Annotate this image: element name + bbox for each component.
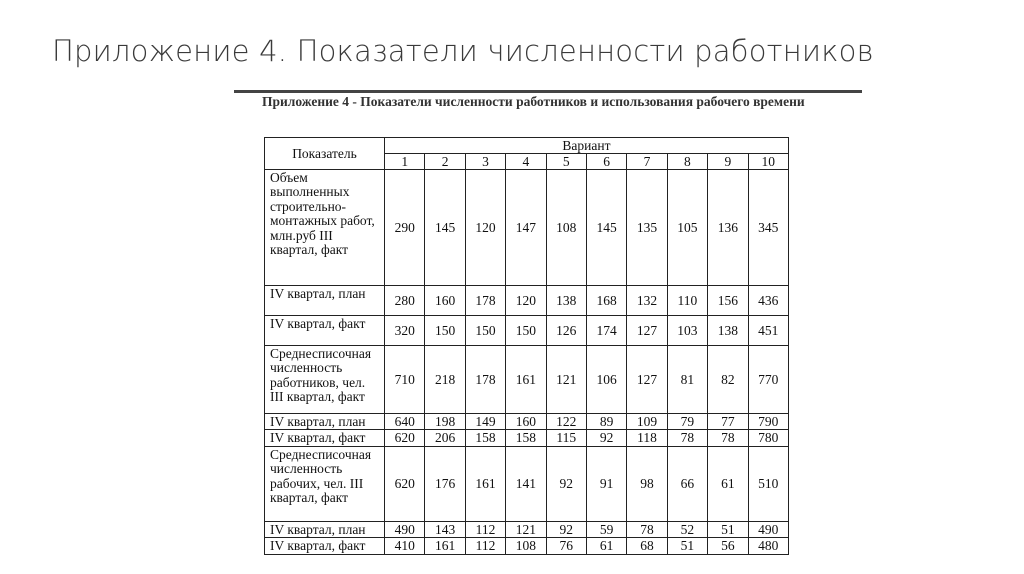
table-cell: 112 (465, 538, 505, 554)
table-cell: 91 (586, 446, 626, 521)
table-cell: 56 (708, 538, 748, 554)
table-cell: 78 (708, 430, 748, 446)
table-cell: 145 (425, 170, 465, 286)
table-cell: 103 (667, 316, 707, 346)
variant-number: 8 (667, 154, 707, 170)
row-label: IV квартал, план (265, 521, 385, 537)
table-cell: 61 (708, 446, 748, 521)
variant-number: 4 (506, 154, 546, 170)
row-label: Среднесписочная численность работников, чел. III квартал, факт (265, 346, 385, 414)
table-cell: 136 (708, 170, 748, 286)
table-cell: 160 (506, 414, 546, 430)
table-cell: 79 (667, 414, 707, 430)
table-cell: 110 (667, 286, 707, 316)
slide-title: Приложение 4. Показатели численности работников (52, 34, 874, 68)
table-cell: 92 (546, 521, 586, 537)
table-cell: 770 (748, 346, 788, 414)
table-cell: 620 (385, 446, 425, 521)
table-cell: 510 (748, 446, 788, 521)
table-cell: 145 (586, 170, 626, 286)
table-cell: 132 (627, 286, 667, 316)
table-cell: 320 (385, 316, 425, 346)
variant-number: 5 (546, 154, 586, 170)
row-label: IV квартал, план (265, 286, 385, 316)
row-label: Объем выполненных строительно-монтажных работ, млн.руб III квартал, факт (265, 170, 385, 286)
table-cell: 141 (506, 446, 546, 521)
table-cell: 78 (627, 521, 667, 537)
variant-number: 2 (425, 154, 465, 170)
table-cell: 77 (708, 414, 748, 430)
table-cell: 147 (506, 170, 546, 286)
table-cell: 51 (667, 538, 707, 554)
table-cell: 176 (425, 446, 465, 521)
table-cell: 61 (586, 538, 626, 554)
row-label: IV квартал, факт (265, 430, 385, 446)
document-top-rule (234, 90, 862, 93)
table-cell: 620 (385, 430, 425, 446)
table-row (265, 430, 789, 446)
table-cell: 160 (425, 286, 465, 316)
table-cell: 158 (465, 430, 505, 446)
row-label: IV квартал, факт (265, 316, 385, 346)
table-cell: 52 (667, 521, 707, 537)
table-cell: 92 (586, 430, 626, 446)
table-cell: 108 (506, 538, 546, 554)
table-cell: 206 (425, 430, 465, 446)
table-cell: 290 (385, 170, 425, 286)
variant-number: 10 (748, 154, 788, 170)
table-cell: 122 (546, 414, 586, 430)
variant-number: 1 (385, 154, 425, 170)
table-cell: 451 (748, 316, 788, 346)
table-cell: 345 (748, 170, 788, 286)
table-row (265, 538, 789, 554)
table-row (265, 414, 789, 430)
table-cell: 89 (586, 414, 626, 430)
table-header-row (265, 138, 789, 154)
table-cell: 138 (708, 316, 748, 346)
table-cell: 78 (667, 430, 707, 446)
table-cell: 98 (627, 446, 667, 521)
variant-number: 7 (627, 154, 667, 170)
table-cell: 120 (506, 286, 546, 316)
table-cell: 280 (385, 286, 425, 316)
table-cell: 68 (627, 538, 667, 554)
table-cell: 150 (465, 316, 505, 346)
table-cell: 81 (667, 346, 707, 414)
table-cell: 82 (708, 346, 748, 414)
table-cell: 410 (385, 538, 425, 554)
row-label: IV квартал, факт (265, 538, 385, 554)
table-row (265, 521, 789, 537)
table-cell: 105 (667, 170, 707, 286)
table-cell: 640 (385, 414, 425, 430)
table-cell: 115 (546, 430, 586, 446)
table-cell: 127 (627, 316, 667, 346)
table-cell: 66 (667, 446, 707, 521)
table-cell: 790 (748, 414, 788, 430)
table-cell: 490 (385, 521, 425, 537)
table-cell: 780 (748, 430, 788, 446)
table-cell: 168 (586, 286, 626, 316)
table-row (265, 286, 789, 316)
table-cell: 174 (586, 316, 626, 346)
table-cell: 158 (506, 430, 546, 446)
table-cell: 121 (506, 521, 546, 537)
table-cell: 106 (586, 346, 626, 414)
row-label: IV квартал, план (265, 414, 385, 430)
header-indicator: Показатель (265, 138, 385, 170)
table-row (265, 316, 789, 346)
table-cell: 156 (708, 286, 748, 316)
table-cell: 150 (506, 316, 546, 346)
table-row (265, 346, 789, 414)
table-cell: 112 (465, 521, 505, 537)
table-cell: 161 (506, 346, 546, 414)
table-cell: 92 (546, 446, 586, 521)
table-cell: 59 (586, 521, 626, 537)
variant-number: 3 (465, 154, 505, 170)
table-cell: 127 (627, 346, 667, 414)
variant-number: 6 (586, 154, 626, 170)
header-variant: Вариант (385, 138, 789, 154)
document-caption: Приложение 4 - Показатели численности работников и использования рабочего времени (262, 94, 805, 109)
indicators-table (264, 137, 789, 555)
variant-number: 9 (708, 154, 748, 170)
table-cell: 108 (546, 170, 586, 286)
table-cell: 118 (627, 430, 667, 446)
table-cell: 143 (425, 521, 465, 537)
table-cell: 121 (546, 346, 586, 414)
table-cell: 149 (465, 414, 505, 430)
table-cell: 138 (546, 286, 586, 316)
table-row (265, 446, 789, 521)
table-cell: 480 (748, 538, 788, 554)
table-row (265, 170, 789, 286)
table-cell: 161 (465, 446, 505, 521)
table-cell: 51 (708, 521, 748, 537)
table-cell: 135 (627, 170, 667, 286)
table-cell: 178 (465, 346, 505, 414)
table-cell: 161 (425, 538, 465, 554)
table-cell: 710 (385, 346, 425, 414)
table-cell: 178 (465, 286, 505, 316)
row-label: Среднесписочная численность рабочих, чел. III квартал, факт (265, 446, 385, 521)
table-cell: 218 (425, 346, 465, 414)
table-cell: 109 (627, 414, 667, 430)
table-cell: 490 (748, 521, 788, 537)
table-cell: 76 (546, 538, 586, 554)
table-cell: 198 (425, 414, 465, 430)
table-cell: 120 (465, 170, 505, 286)
table-cell: 126 (546, 316, 586, 346)
table-cell: 150 (425, 316, 465, 346)
table-cell: 436 (748, 286, 788, 316)
